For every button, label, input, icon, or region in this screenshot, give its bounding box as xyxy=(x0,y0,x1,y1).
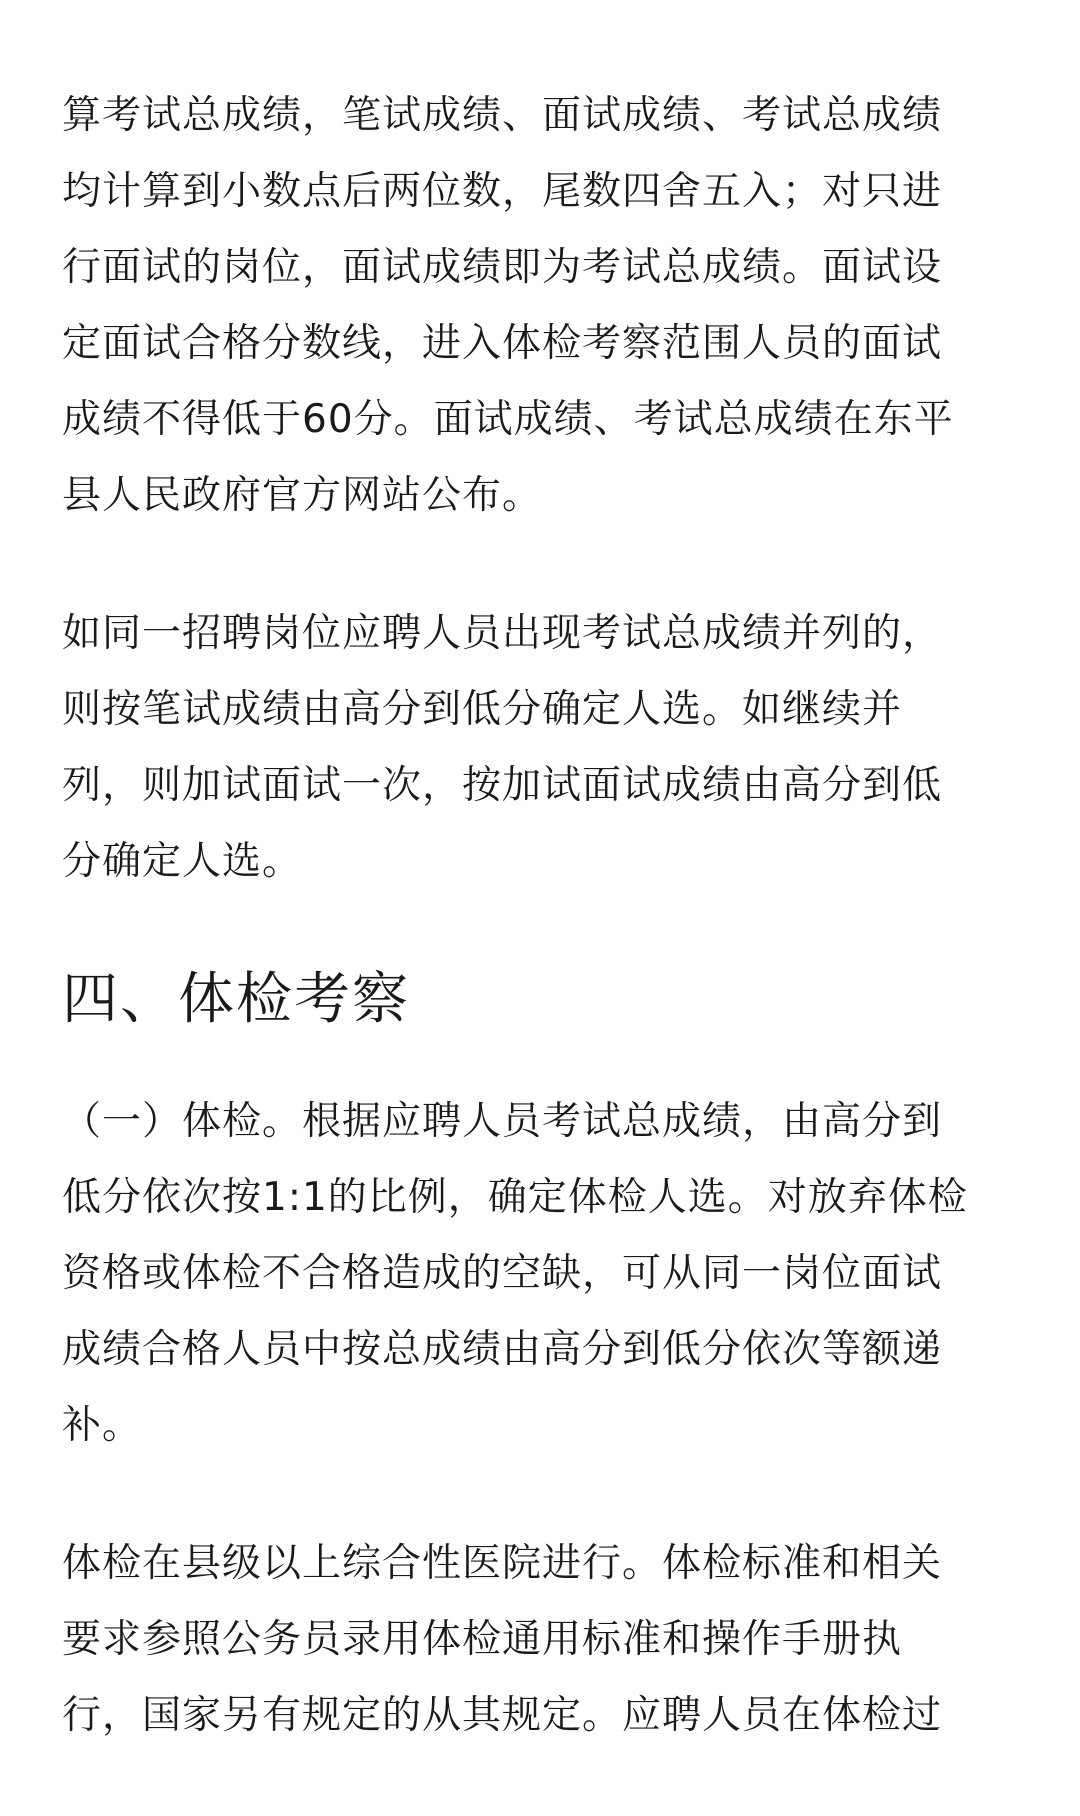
text-line: 行，国家另有规定的从其规定。应聘人员在体检过 xyxy=(62,1693,943,1738)
text-line: 算考试总成绩，笔试成绩、面试成绩、考试总成绩 xyxy=(62,93,943,138)
text-line: 资格或体检不合格造成的空缺，可从同一岗位面试 xyxy=(62,1251,943,1296)
paragraph-score-calculation xyxy=(62,78,1022,534)
text-line: 低分依次按1:1的比例，确定体检人选。对放弃体检 xyxy=(62,1175,968,1220)
text-line: 均计算到小数点后两位数，尾数四舍五入；对只进 xyxy=(62,169,943,214)
text-line: 定面试合格分数线，进入体检考察范围人员的面试 xyxy=(62,321,943,366)
text-line: 成绩合格人员中按总成绩由高分到低分依次等额递 xyxy=(62,1327,943,1372)
article-body xyxy=(62,78,1022,1816)
text-line: 分确定人选。 xyxy=(62,839,303,884)
text-line: 补。 xyxy=(62,1403,143,1448)
text-line: 要求参照公务员录用体检通用标准和操作手册执 xyxy=(62,1617,903,1662)
paragraph-physical-exam xyxy=(62,1084,1022,1464)
paragraph-tie-breaking xyxy=(62,596,1022,900)
text-line: 如同一招聘岗位应聘人员出现考试总成绩并列的， xyxy=(62,611,943,656)
paragraph-exam-standards xyxy=(62,1526,1022,1754)
section-heading: 四、体检考察 xyxy=(62,967,410,1032)
text-line: 县人民政府官方网站公布。 xyxy=(62,473,543,518)
text-line: 行面试的岗位，面试成绩即为考试总成绩。面试设 xyxy=(62,245,943,290)
text-line: 体检在县级以上综合性医院进行。体检标准和相关 xyxy=(62,1541,943,1586)
text-line: （一）体检。根据应聘人员考试总成绩，由高分到 xyxy=(62,1099,943,1144)
text-line: 则按笔试成绩由高分到低分确定人选。如继续并 xyxy=(62,687,903,732)
text-line: 列，则加试面试一次，按加试面试成绩由高分到低 xyxy=(62,763,943,808)
text-line: 成绩不得低于60分。面试成绩、考试总成绩在东平 xyxy=(62,397,954,442)
